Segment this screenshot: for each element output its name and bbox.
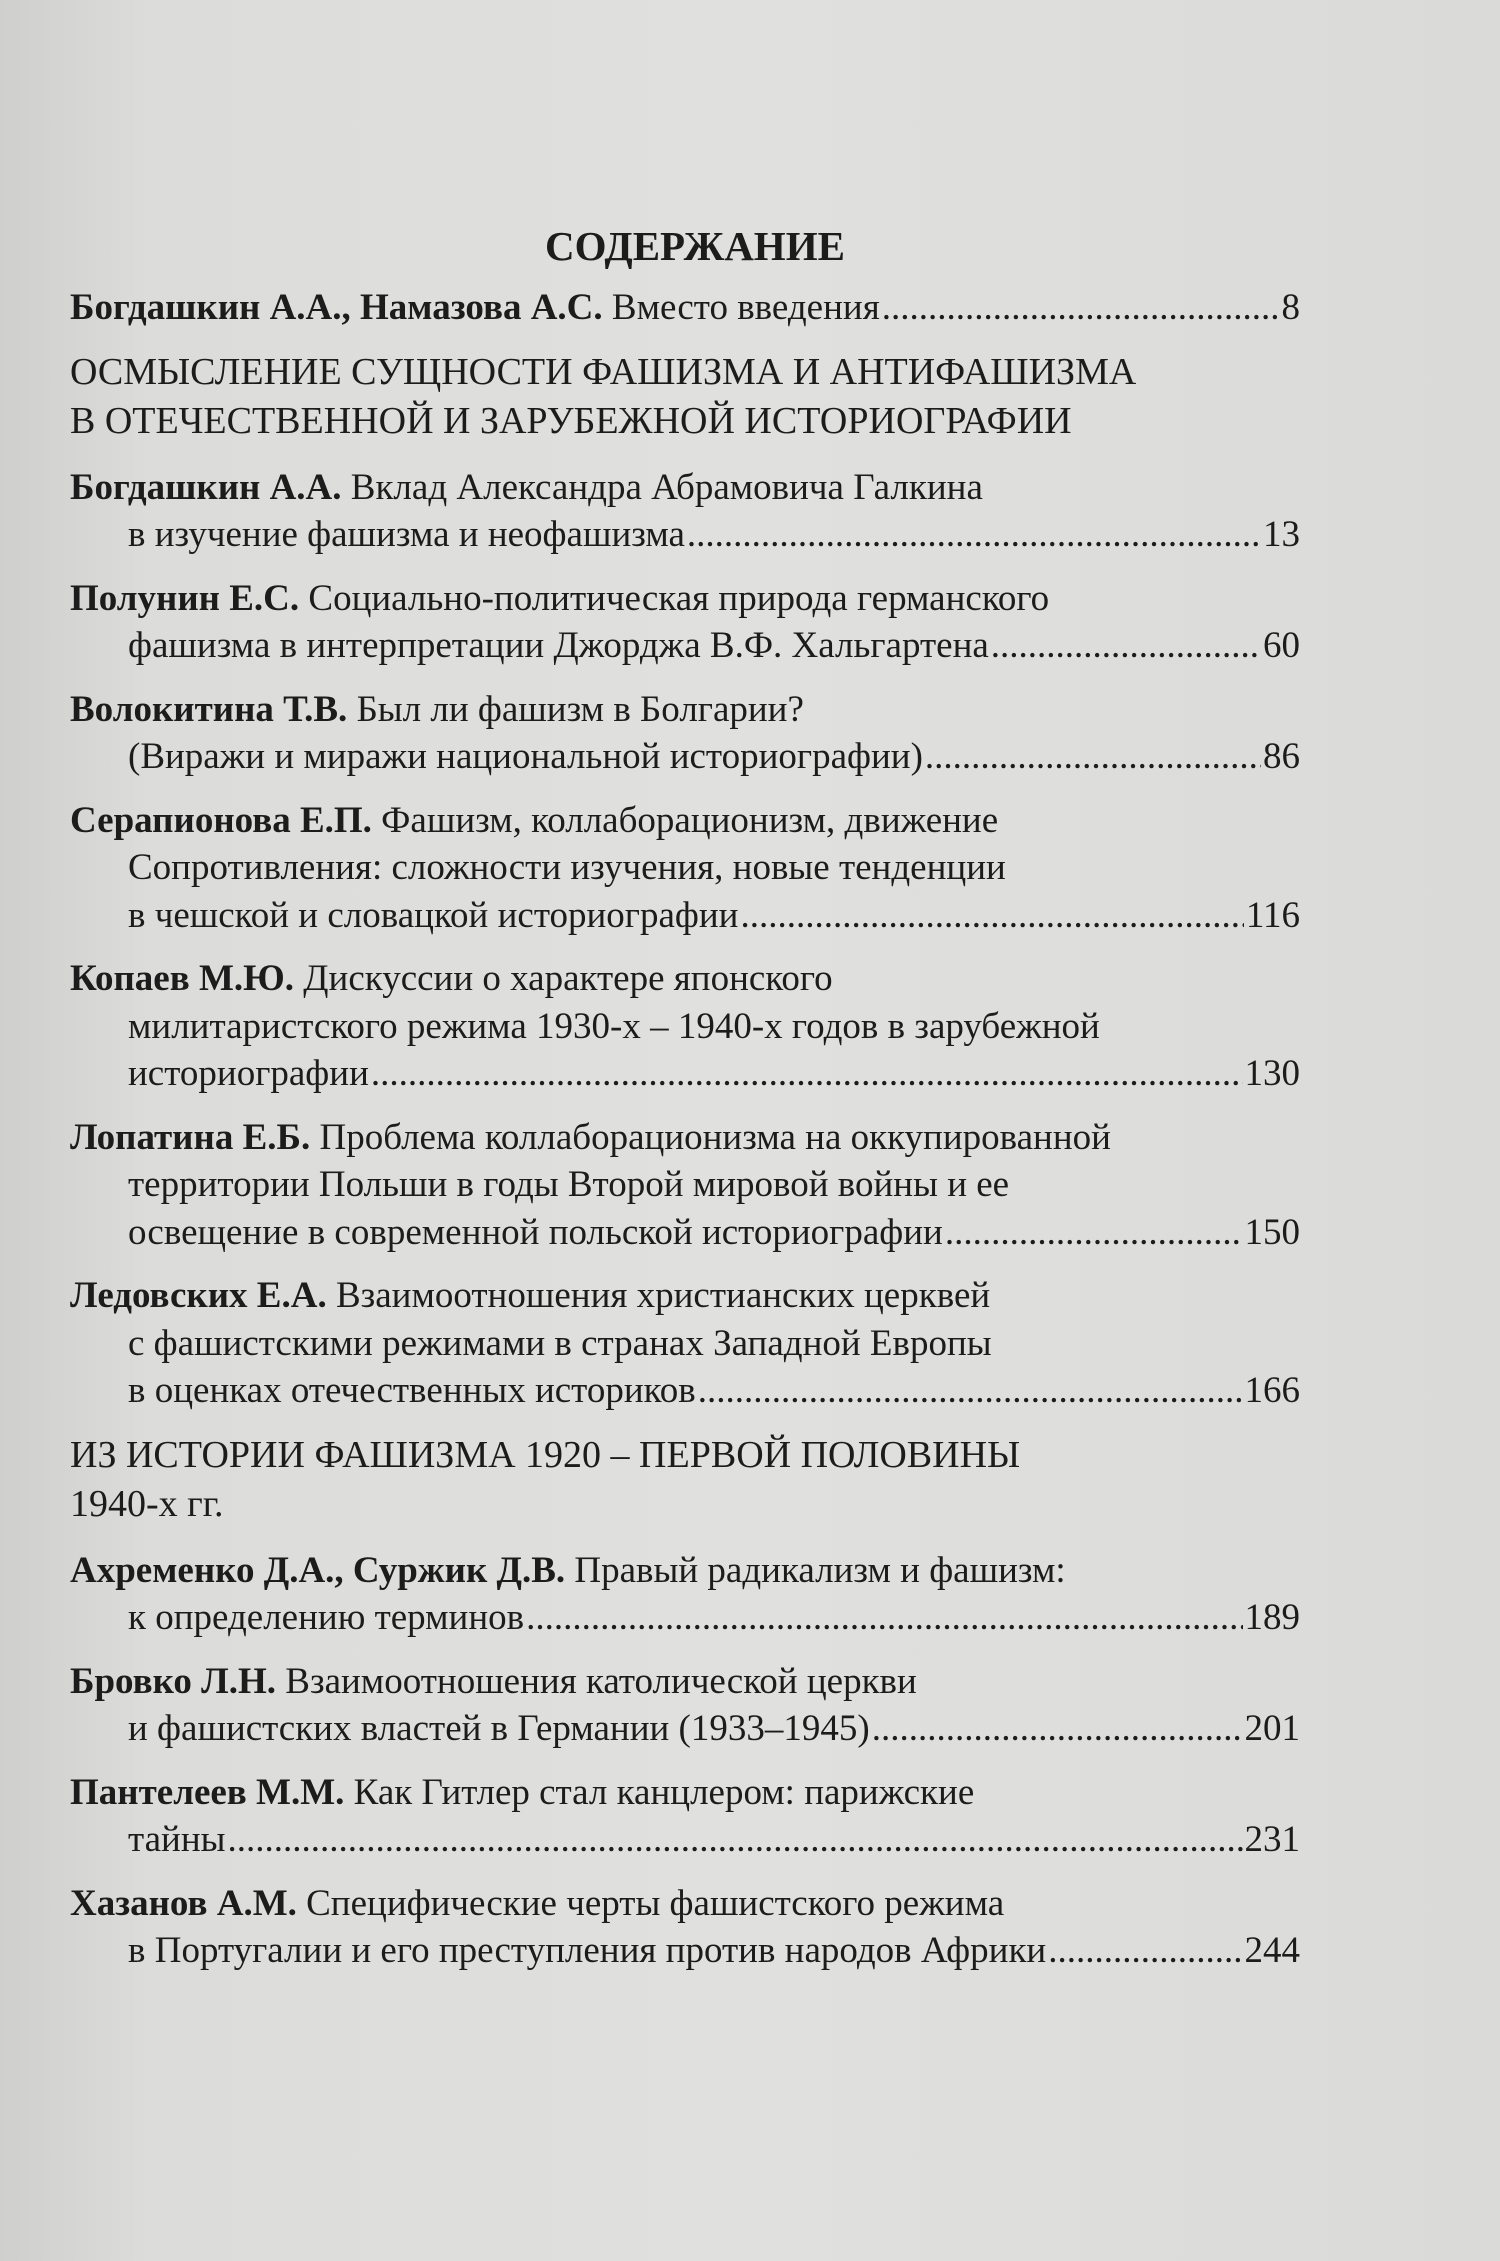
toc-entry-line bbox=[70, 955, 1300, 1003]
toc-entry[interactable] bbox=[70, 955, 1300, 1098]
toc-entry-author: Пантелеев М.М. bbox=[70, 1771, 345, 1813]
toc-entry-author: Богдашкин А.А. bbox=[70, 466, 342, 508]
toc-entry-title: Взаимоотношения католической церкви bbox=[285, 1660, 917, 1702]
table-of-contents bbox=[70, 218, 1300, 1991]
toc-page-number: 244 bbox=[1244, 1930, 1300, 1971]
toc-entry-line bbox=[70, 1003, 1300, 1051]
toc-section-heading bbox=[70, 348, 1300, 446]
toc-entry-line bbox=[70, 844, 1300, 892]
toc-entry-line bbox=[70, 1272, 1300, 1320]
toc-entry[interactable] bbox=[70, 464, 1300, 559]
toc-page-number: 201 bbox=[1244, 1708, 1300, 1749]
dot-leader bbox=[872, 1705, 1243, 1753]
toc-entry-title: тайны bbox=[128, 1819, 226, 1860]
toc-entry[interactable] bbox=[70, 686, 1300, 781]
toc-entry-title: Вместо введения bbox=[611, 287, 880, 328]
section-heading-line: ОСМЫСЛЕНИЕ СУЩНОСТИ ФАШИЗМА И АНТИФАШИЗМА bbox=[70, 350, 1137, 393]
dot-leader bbox=[925, 733, 1261, 781]
toc-entry-title: Взаимоотношения христианских церквей bbox=[335, 1275, 991, 1316]
toc-entry-title: в оценках отечественных историков bbox=[128, 1370, 696, 1411]
toc-entry[interactable] bbox=[70, 1658, 1300, 1753]
toc-entry-line bbox=[70, 892, 1300, 940]
toc-entry-title: к определению терминов bbox=[128, 1597, 525, 1638]
toc-entry-author: Копаев М.Ю. bbox=[70, 958, 295, 999]
dot-leader bbox=[740, 892, 1243, 940]
toc-page-number: 13 bbox=[1263, 514, 1300, 555]
toc-entry[interactable] bbox=[70, 1272, 1300, 1415]
toc-page-number: 60 bbox=[1263, 625, 1300, 666]
toc-entry-title: Социально-политическая природа германского bbox=[308, 577, 1050, 619]
toc-entry-line bbox=[70, 622, 1300, 670]
toc-entry-line bbox=[70, 686, 1300, 734]
dot-leader bbox=[371, 1050, 1243, 1098]
toc-entry-title: и фашистских властей в Германии (1933–1945) bbox=[128, 1708, 870, 1749]
toc-entry-line bbox=[70, 1927, 1300, 1975]
toc-entry-title: в чешской и словацкой историографии bbox=[128, 894, 739, 936]
toc-entry-title: милитаристского режима 1930-х – 1940-х годов в зарубежной bbox=[128, 1005, 1100, 1047]
toc-section-heading bbox=[70, 1431, 1300, 1529]
toc-entry[interactable] bbox=[70, 575, 1300, 670]
toc-entry-title: Был ли фашизм в Болгарии? bbox=[356, 688, 804, 730]
toc-page-number: 189 bbox=[1244, 1597, 1300, 1638]
toc-entry-title: в изучение фашизма и неофашизма bbox=[128, 514, 685, 555]
section-heading-line: В ОТЕЧЕСТВЕННОЙ И ЗАРУБЕЖНОЙ ИСТОРИОГРАФИИ bbox=[70, 399, 1072, 442]
toc-entry-line bbox=[70, 1816, 1300, 1864]
toc-entry-title: историографии bbox=[128, 1053, 369, 1094]
toc-entry-line bbox=[70, 464, 1300, 512]
toc-entry-title: Фашизм, коллаборационизм, движение bbox=[381, 799, 999, 841]
toc-entry[interactable] bbox=[70, 1547, 1300, 1642]
toc-entry-line bbox=[70, 1367, 1300, 1415]
toc-entry-title: фашизма в интерпретации Джорджа В.Ф. Хальгартена bbox=[128, 625, 989, 666]
toc-entry-title: территории Польши в годы Второй мировой войны и ее bbox=[128, 1164, 1010, 1205]
dot-leader bbox=[698, 1367, 1243, 1415]
toc-entry-author: Лопатина Е.Б. bbox=[70, 1116, 311, 1158]
toc-entry-author: Бровко Л.Н. bbox=[70, 1660, 277, 1702]
toc-title: СОДЕРЖАНИЕ bbox=[545, 223, 845, 269]
toc-entry-line bbox=[70, 1114, 1300, 1162]
toc-entry[interactable] bbox=[70, 1769, 1300, 1864]
toc-entry-line bbox=[70, 1658, 1300, 1706]
dot-leader bbox=[882, 284, 1280, 332]
toc-entry-title: Дискуссии о характере японского bbox=[303, 958, 833, 999]
dot-leader bbox=[526, 1594, 1242, 1642]
toc-entry[interactable] bbox=[70, 284, 1300, 332]
toc-entry[interactable] bbox=[70, 1880, 1300, 1975]
toc-page-number: 8 bbox=[1281, 287, 1300, 328]
dot-leader bbox=[1048, 1927, 1242, 1975]
toc-entry-line bbox=[70, 1547, 1300, 1595]
toc-entry-author: Волокитина Т.В. bbox=[70, 688, 348, 730]
section-heading-line: ИЗ ИСТОРИИ ФАШИЗМА 1920 – ПЕРВОЙ ПОЛОВИНЫ bbox=[70, 1433, 1021, 1476]
toc-page-number: 150 bbox=[1244, 1211, 1300, 1253]
toc-entry-line bbox=[70, 1050, 1300, 1098]
toc-entry-author: Богдашкин А.А., Намазова А.С. bbox=[70, 287, 603, 328]
toc-entry[interactable] bbox=[70, 1114, 1300, 1257]
toc-entry-line bbox=[70, 1209, 1300, 1257]
toc-entry-title: Сопротивления: сложности изучения, новые тенденции bbox=[128, 847, 1006, 888]
toc-entry-title: (Виражи и миражи национальной историографии) bbox=[128, 736, 923, 777]
dot-leader bbox=[945, 1209, 1243, 1257]
toc-entry-title: Вклад Александра Абрамовича Галкина bbox=[350, 466, 983, 508]
toc-entry-line bbox=[70, 1320, 1300, 1368]
toc-entry-author: Хазанов А.М. bbox=[70, 1882, 297, 1924]
toc-page-number: 116 bbox=[1245, 894, 1300, 936]
toc-entry-title: освещение в современной польской историографии bbox=[128, 1211, 943, 1253]
toc-entry-author: Ахременко Д.А., Суржик Д.В. bbox=[70, 1549, 566, 1591]
toc-entry-title: Проблема коллаборационизма на оккупированной bbox=[319, 1116, 1111, 1158]
dot-leader bbox=[228, 1816, 1243, 1864]
toc-body bbox=[70, 284, 1300, 1975]
toc-entry-line bbox=[70, 1769, 1300, 1817]
toc-page-number: 231 bbox=[1244, 1819, 1300, 1860]
toc-entry-line bbox=[70, 284, 1300, 332]
section-heading-line: 1940-х гг. bbox=[70, 1482, 224, 1525]
toc-entry-title: Специфические черты фашистского режима bbox=[306, 1882, 1005, 1924]
toc-entry-author: Ледовских Е.А. bbox=[70, 1275, 327, 1316]
toc-entry-line bbox=[70, 1880, 1300, 1928]
toc-entry-line bbox=[70, 1594, 1300, 1642]
toc-page-number: 130 bbox=[1244, 1053, 1300, 1094]
toc-entry-line bbox=[70, 733, 1300, 781]
toc-entry-author: Полунин Е.С. bbox=[70, 577, 300, 619]
toc-entry-line bbox=[70, 511, 1300, 559]
toc-entry-line bbox=[70, 575, 1300, 623]
toc-entry-line bbox=[70, 797, 1300, 845]
dot-leader bbox=[991, 622, 1261, 670]
toc-entry-line bbox=[70, 1705, 1300, 1753]
dot-leader bbox=[687, 511, 1261, 559]
toc-entry[interactable] bbox=[70, 797, 1300, 940]
toc-entry-line bbox=[70, 1161, 1300, 1209]
toc-entry-title: в Португалии и его преступления против народов Африки bbox=[128, 1930, 1047, 1971]
toc-entry-title: с фашистскими режимами в странах Западной Европы bbox=[128, 1322, 992, 1364]
toc-entry-title: Правый радикализм и фашизм: bbox=[574, 1549, 1066, 1591]
toc-entry-title: Как Гитлер стал канцлером: парижские bbox=[353, 1771, 975, 1813]
toc-page-number: 86 bbox=[1263, 736, 1300, 777]
toc-entry-author: Серапионова Е.П. bbox=[70, 799, 372, 841]
toc-page-number: 166 bbox=[1244, 1370, 1300, 1411]
